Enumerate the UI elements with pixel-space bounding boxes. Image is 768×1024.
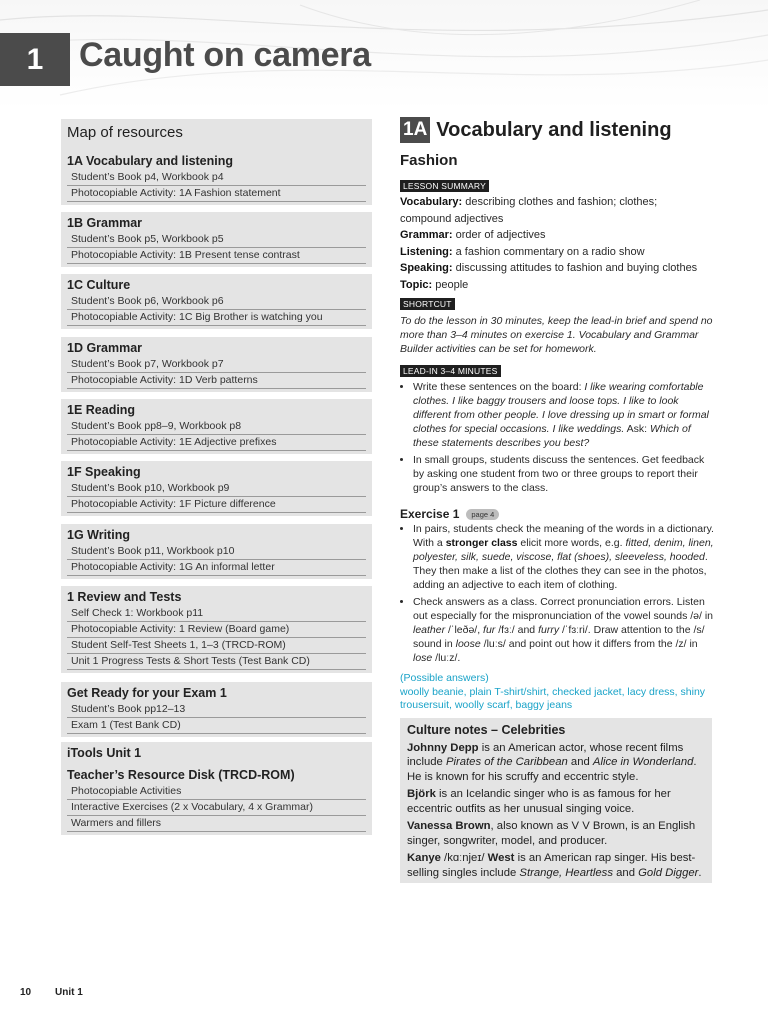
resource-item: Photocopiable Activity: 1B Present tense contrast bbox=[67, 248, 366, 264]
block-title: 1 Review and Tests bbox=[67, 590, 182, 604]
block-title: 1E Reading bbox=[67, 403, 136, 417]
block-title: 1A Vocabulary and listening bbox=[67, 154, 234, 168]
page-number: 10 bbox=[20, 987, 32, 998]
block-title: Get Ready for your Exam 1 bbox=[67, 686, 227, 700]
resource-block-1c bbox=[61, 274, 372, 329]
unit-number: 1 bbox=[0, 33, 70, 86]
block-title: 1F Speaking bbox=[67, 465, 141, 479]
exercise-bullet: • Check answers as a class. Correct pronunciation errors. Listen out especially for the mispronunciation of the vowel sounds /ə/ in leather /ˈleðə/, fur /fɜː/ and furry /ˈfɜːri/. Draw attention to the /s/ sound in loose /luːs/ and point out how it differs from the /z/ in lose /luːz/. bbox=[413, 595, 715, 665]
answers-text: woolly beanie, plain T-shirt/shirt, checked jacket, lacy dress, shiny trousersuit, woolly scarf, baggy jeans bbox=[400, 685, 706, 711]
exercise-bullet: • In pairs, students check the meaning of the words in a dictionary. With a stronger class elicit more words, e.g. fitted, denim, linen, polyester, silk, suede, viscose, flat (shoes), sleeveless, hooded. They then make a list of the clothes they can see in the photos, adding an adjective to each item of clothing. bbox=[413, 522, 715, 592]
resource-item: Student’s Book pp12–13 bbox=[67, 702, 366, 718]
summary-line: Topic: people bbox=[400, 278, 469, 291]
resource-item: Photocopiable Activity: 1F Picture difference bbox=[67, 497, 366, 513]
summary-line: Vocabulary: describing clothes and fashion; clothes; bbox=[400, 196, 658, 208]
resource-item: Student’s Book p6, Workbook p6 bbox=[67, 294, 366, 310]
possible-answers bbox=[400, 672, 720, 713]
block-title: 1G Writing bbox=[67, 528, 130, 542]
block-title: 1B Grammar bbox=[67, 216, 143, 230]
resource-item: Warmers and fillers bbox=[67, 816, 366, 832]
resource-item: Student’s Book p10, Workbook p9 bbox=[67, 481, 366, 497]
lesson-title: Vocabulary and listening bbox=[436, 118, 672, 141]
page-reference-badge: page 4 bbox=[466, 509, 499, 520]
culture-note: Vanessa Brown, also known as V V Brown, is an English singer, songwriter, model, and producer. bbox=[407, 820, 696, 847]
resource-item: Photocopiable Activity: 1E Adjective prefixes bbox=[67, 435, 366, 451]
footer-unit-label: Unit 1 bbox=[55, 987, 83, 998]
resource-item: Student’s Book p4, Workbook p4 bbox=[67, 170, 366, 186]
unit-title: Caught on camera bbox=[79, 36, 371, 74]
summary-line: Speaking: discussing attitudes to fashion and buying clothes bbox=[400, 262, 698, 274]
resource-block-1g bbox=[61, 524, 372, 579]
lesson-subtitle: Fashion bbox=[400, 152, 458, 169]
resource-item: Self Check 1: Workbook p11 bbox=[67, 606, 366, 622]
leadin-text bbox=[400, 380, 715, 498]
leadin-tag: LEAD-IN 3–4 MINUTES bbox=[400, 365, 501, 377]
lesson-heading bbox=[400, 117, 672, 143]
resource-block-1d bbox=[61, 337, 372, 392]
summary-line: Listening: a fashion commentary on a radio show bbox=[400, 245, 645, 258]
block-title: 1C Culture bbox=[67, 278, 131, 292]
resource-block-1a bbox=[61, 150, 372, 205]
resource-block-1e bbox=[61, 399, 372, 454]
resource-item: Photocopiable Activity: 1A Fashion statement bbox=[67, 186, 366, 202]
map-title: Map of resources bbox=[67, 124, 183, 141]
resource-item: Student’s Book p7, Workbook p7 bbox=[67, 357, 366, 373]
resource-block-1b bbox=[61, 212, 372, 267]
resource-item: Student’s Book pp8–9, Workbook p8 bbox=[67, 419, 366, 435]
block-title: 1D Grammar bbox=[67, 341, 143, 355]
leadin-bullet: • In small groups, students discuss the sentences. Get feedback by asking one student from two or three groups to report their group’s answers to the class. bbox=[413, 453, 715, 495]
answers-label: (Possible answers) bbox=[400, 672, 489, 684]
lesson-code: 1A bbox=[400, 117, 430, 143]
resource-block-1f bbox=[61, 461, 372, 516]
resource-item: Photocopiable Activity: 1G An informal letter bbox=[67, 560, 366, 576]
resource-item: Student’s Book p11, Workbook p10 bbox=[67, 544, 366, 560]
lesson-summary bbox=[400, 194, 720, 293]
resource-item: Student’s Book p5, Workbook p5 bbox=[67, 232, 366, 248]
resource-item: Student Self-Test Sheets 1, 1–3 (TRCD-ROM) bbox=[67, 638, 366, 654]
block-subtitle: Teacher’s Resource Disk (TRCD-ROM) bbox=[67, 768, 295, 782]
culture-note: Björk is an Icelandic singer who is as famous for her eccentric outfits as her unusual singing voice. bbox=[407, 788, 671, 815]
summary-line: Grammar: order of adjectives bbox=[400, 229, 546, 241]
resource-block-itools bbox=[61, 742, 372, 835]
leadin-bullet: • Write these sentences on the board: I like wearing comfortable clothes. I like baggy trousers and loose tops. I like to look different from other people. I love dressing up in smart or formal clothes for special occasions. I like weddings. Ask: Which of these statements describes you best? bbox=[413, 380, 715, 450]
block-title: iTools Unit 1 bbox=[67, 746, 142, 760]
summary-line: compound adjectives bbox=[400, 212, 504, 225]
resource-item: Photocopiable Activities bbox=[67, 784, 366, 800]
shortcut-text: To do the lesson in 30 minutes, keep the lead-in brief and spend no more than 3–4 minutes on exercise 1. Vocabulary and Grammar Builder activities can be set for homework. bbox=[400, 315, 713, 355]
resource-item: Interactive Exercises (2 x Vocabulary, 4 x Grammar) bbox=[67, 800, 366, 816]
culture-notes-title: Culture notes – Celebrities bbox=[407, 723, 566, 737]
exercise-1-text bbox=[400, 522, 715, 668]
culture-note: Kanye /kɑːnjeɪ/ West is an American rap singer. His best-selling singles include Strange, Heartless and Gold Digger. bbox=[407, 852, 702, 879]
culture-notes-box bbox=[400, 718, 712, 883]
resource-block-exam bbox=[61, 682, 372, 737]
shortcut-tag: SHORTCUT bbox=[400, 298, 455, 310]
resource-block-review bbox=[61, 586, 372, 673]
resource-item: Photocopiable Activity: 1C Big Brother is watching you bbox=[67, 310, 366, 326]
resource-item: Unit 1 Progress Tests & Short Tests (Test Bank CD) bbox=[67, 654, 366, 670]
resource-item: Photocopiable Activity: 1 Review (Board game) bbox=[67, 622, 366, 638]
culture-note: Johnny Depp is an American actor, whose recent films include Pirates of the Caribbean and Alice in Wonderland. He is known for his scruffy and eccentric style. bbox=[407, 741, 697, 783]
resource-item: Exam 1 (Test Bank CD) bbox=[67, 718, 366, 734]
exercise-1-title: Exercise 1 page 4 bbox=[400, 507, 499, 521]
lesson-summary-tag: LESSON SUMMARY bbox=[400, 180, 489, 192]
resource-item: Photocopiable Activity: 1D Verb patterns bbox=[67, 373, 366, 389]
